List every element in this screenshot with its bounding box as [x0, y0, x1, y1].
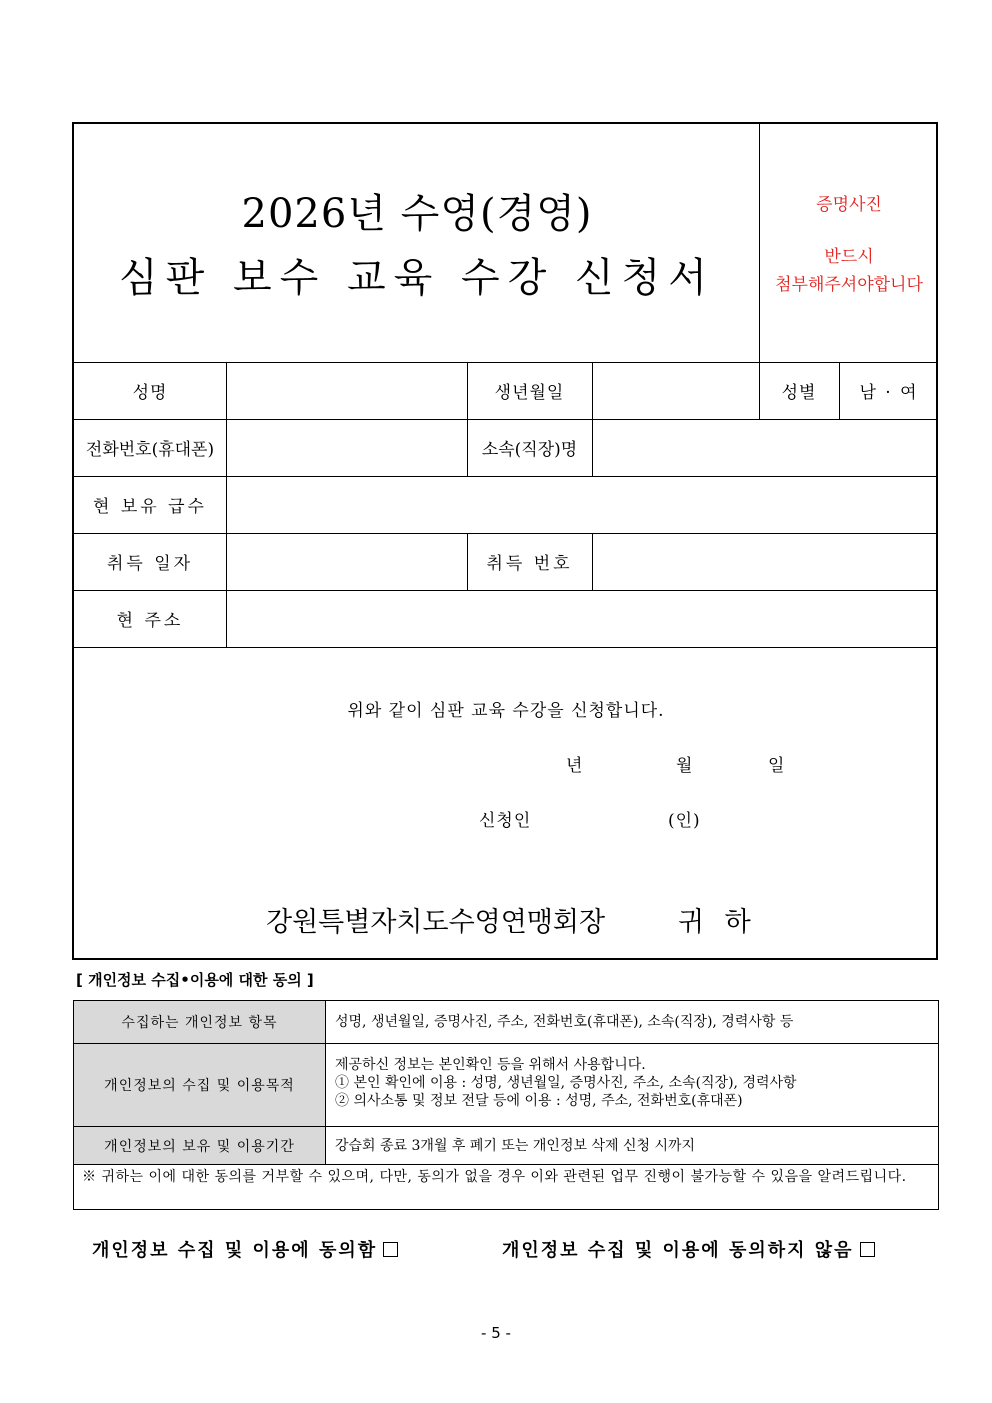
seal-label: (인): [668, 811, 701, 831]
consent-disagree-checkbox[interactable]: [860, 1242, 875, 1257]
divider: [74, 1126, 938, 1127]
divider: [325, 1001, 326, 1164]
photo-label: 증명사진: [816, 195, 882, 215]
privacy-purpose-text: [335, 1056, 797, 1110]
gender-options[interactable]: 남 · 여: [859, 383, 919, 403]
honorific: 귀 하: [678, 907, 757, 938]
applicant-label: 신청인: [479, 811, 532, 831]
photo-notice-line1: 반드시: [824, 247, 874, 267]
privacy-note: ※ 귀하는 이에 대한 동의를 거부할 수 있으며, 다만, 동의가 없을 경우 이와 관련된 업무 진행이 불가능할 수 있음을 알려드립니다.: [82, 1169, 907, 1185]
acquisition-number-label: 취득 번호: [486, 554, 573, 574]
date-year-label: 년: [566, 756, 584, 776]
name-field[interactable]: [227, 362, 467, 419]
divider: [74, 1164, 938, 1165]
privacy-header-purpose: 개인정보의 수집 및 이용목적: [74, 1044, 325, 1126]
acquisition-date-field[interactable]: [227, 533, 467, 590]
consent-agree-checkbox[interactable]: [383, 1242, 398, 1257]
privacy-line: ① 본인 확인에 이용 : 성명, 생년월일, 증명사진, 주소, 소속(직장), 경력사항: [335, 1075, 797, 1091]
address-field[interactable]: [227, 590, 938, 647]
address-label: 현 주소: [116, 611, 184, 631]
privacy-table: [73, 1000, 939, 1210]
privacy-section-title: [ 개인정보 수집•이용에 대한 동의 ]: [76, 971, 314, 989]
addressee: 강원특별자치도수영연맹회장: [266, 907, 606, 938]
name-label: 성명: [132, 383, 168, 403]
divider: [74, 647, 938, 648]
consent-disagree-option[interactable]: [502, 1236, 875, 1262]
privacy-retention-text: [335, 1137, 695, 1155]
phone-label: 전화번호(휴대폰): [85, 440, 215, 460]
date-month-label: 월: [676, 756, 694, 776]
form-title-line1: 2026년 수영(경영): [241, 191, 593, 237]
privacy-line: 성명, 생년월일, 증명사진, 주소, 전화번호(휴대폰), 소속(직장), 경력사항 등: [335, 1014, 794, 1030]
consent-disagree-label: 개인정보 수집 및 이용에 동의하지 않음: [502, 1240, 854, 1261]
privacy-line: 강습회 종료 3개월 후 폐기 또는 개인정보 삭제 신청 시까지: [335, 1138, 696, 1154]
consent-agree-label: 개인정보 수집 및 이용에 동의함: [92, 1240, 378, 1261]
birth-field[interactable]: [593, 362, 759, 419]
form-title-line2: 심판 보수 교육 수강 신청서: [119, 255, 715, 301]
grade-label: 현 보유 급수: [93, 497, 207, 517]
application-form: [72, 122, 938, 960]
privacy-line: ② 의사소통 및 정보 전달 등에 이용 : 성명, 주소, 전화번호(휴대폰): [335, 1093, 743, 1109]
privacy-line: 제공하신 정보는 본인확인 등을 위해서 사용합니다.: [335, 1057, 646, 1073]
grade-field[interactable]: [227, 476, 938, 533]
affiliation-label: 소속(직장)명: [481, 440, 578, 460]
consent-agree-option[interactable]: [92, 1236, 398, 1262]
privacy-header-items: 수집하는 개인정보 항목: [74, 1001, 325, 1043]
date-day-label: 일: [768, 756, 786, 776]
privacy-header-retention: 개인정보의 보유 및 이용기간: [74, 1127, 325, 1164]
birth-label: 생년월일: [494, 383, 565, 403]
declaration-text: 위와 같이 심판 교육 수강을 신청합니다.: [347, 701, 665, 721]
privacy-items-text: [335, 1013, 793, 1031]
photo-notice-line2: 첨부해주셔야합니다: [775, 275, 923, 295]
acquisition-number-field[interactable]: [593, 533, 938, 590]
divider: [74, 1043, 938, 1044]
acquisition-date-label: 취득 일자: [106, 554, 194, 574]
gender-label: 성별: [781, 383, 817, 403]
affiliation-field[interactable]: [593, 419, 938, 476]
phone-field[interactable]: [227, 419, 467, 476]
page-number: - 5 -: [481, 1324, 511, 1342]
